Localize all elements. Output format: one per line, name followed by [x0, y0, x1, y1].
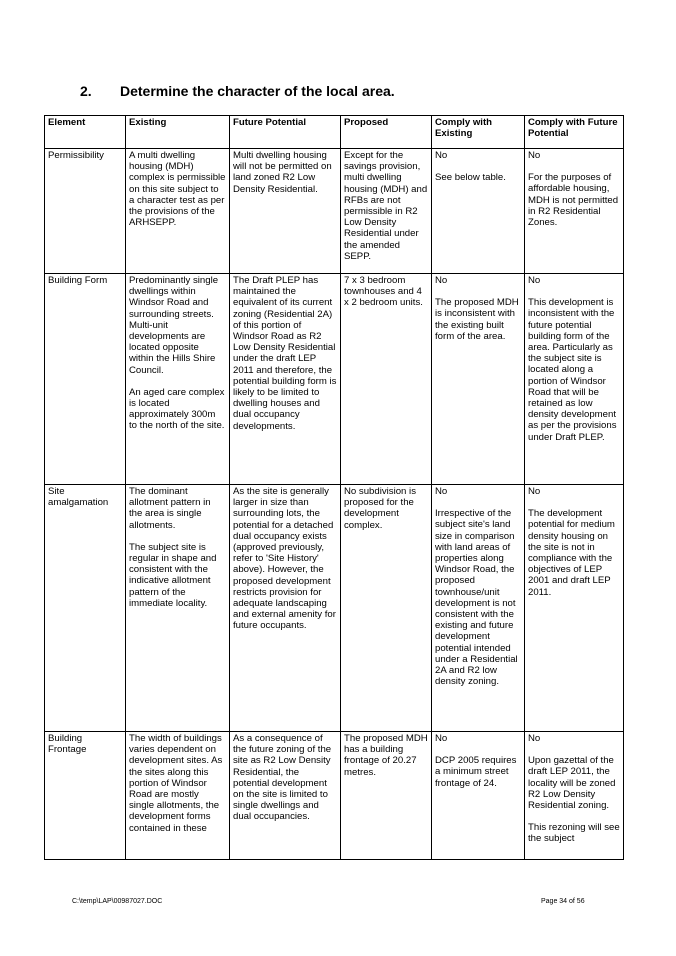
cell-paragraph: 7 x 3 bedroom townhouses and 4 x 2 bedroom units. — [344, 275, 423, 309]
cell-comply-future — [525, 274, 624, 485]
table-row — [45, 149, 624, 274]
section-title: Determine the character of the local area. — [120, 83, 395, 99]
row-element: Site amalgamation — [45, 485, 126, 732]
cell-existing — [126, 274, 230, 485]
footer-file-path: C:\temp\LAP\00987027.DOC — [72, 898, 163, 905]
cell-proposed — [341, 149, 432, 274]
cell-paragraph: A multi dwelling housing (MDH) complex is permissible on this site subject to a character test as per the provisions of the ARHSEPP. — [129, 150, 226, 229]
cell-paragraph: The proposed MDH is inconsistent with the existing built form of the area. — [435, 297, 519, 342]
cell-paragraph: As a consequence of the future zoning of the site as R2 Low Density Residential, the potential development on the site is limited to single dwellings and dual occupancies. — [233, 733, 332, 823]
verdict: No — [528, 150, 541, 161]
cell-comply-existing — [432, 485, 525, 732]
header-element: Element — [45, 116, 126, 149]
cell-paragraph: The dominant allotment pattern in the area is single allotments. — [129, 486, 211, 531]
cell-comply-existing — [432, 274, 525, 485]
header-future-potential: Future Potential — [230, 116, 341, 149]
cell-paragraph: Except for the savings provision, multi dwelling housing (MDH) and RFBs are not permissible in R2 Low Density Residential under the amended SEPP. — [344, 150, 428, 262]
header-proposed: Proposed — [341, 116, 432, 149]
verdict: No — [435, 275, 448, 286]
cell-existing — [126, 149, 230, 274]
table-row — [45, 732, 624, 860]
table-row — [45, 485, 624, 732]
table-header-row — [45, 116, 624, 149]
cell-proposed — [341, 732, 432, 860]
cell-comply-future — [525, 732, 624, 860]
cell-comply-future — [525, 485, 624, 732]
cell-comply-existing — [432, 149, 525, 274]
row-element: Building Frontage — [45, 732, 126, 860]
cell-paragraph: This development is inconsistent with the future potential building form of the area. Particularly as the subject site is located along a portion of Windsor Road that will be retained as low density development as per the provisions under Draft PLEP. — [528, 297, 617, 443]
section-heading — [80, 83, 395, 99]
cell-future-potential — [230, 485, 341, 732]
cell-paragraph: See below table. — [435, 172, 506, 184]
cell-paragraph: The width of buildings varies dependent on development sites. As the sites along this portion of Windsor Road are mostly single allotments, the development forms contained in these — [129, 733, 223, 834]
verdict: No — [435, 486, 448, 497]
cell-paragraph: The proposed MDH has a building frontage of 20.27 metres. — [344, 733, 428, 778]
table-row — [45, 274, 624, 485]
cell-paragraph: An aged care complex is located approximately 300m to the north of the site. — [129, 386, 225, 432]
row-element: Permissibility — [45, 149, 126, 274]
cell-paragraph: This rezoning will see the subject — [528, 822, 620, 845]
footer-page-number: Page 34 of 56 — [541, 898, 585, 905]
cell-future-potential — [230, 149, 341, 274]
verdict: No — [528, 733, 541, 744]
cell-paragraph: The development potential for medium density housing on the site is not in compliance with the objectives of LEP 2001 and draft LEP 2011. — [528, 508, 615, 598]
cell-paragraph: Multi dwelling housing will not be permitted on land zoned R2 Low Density Residential. — [233, 150, 332, 195]
row-element: Building Form — [45, 274, 126, 485]
verdict: No — [528, 486, 541, 497]
cell-paragraph: No subdivision is proposed for the development complex. — [344, 486, 416, 531]
cell-proposed — [341, 485, 432, 732]
cell-existing — [126, 485, 230, 732]
cell-paragraph: Irrespective of the subject site's land size in comparison with land areas of properties along Windsor Road, the proposed townhouse/unit development is not consistent with the existing and future development potential intended under a Residential 2A and R2 low density zoning. — [435, 508, 518, 688]
cell-future-potential — [230, 274, 341, 485]
cell-comply-future — [525, 149, 624, 274]
header-comply-future: Comply with Future Potential — [525, 116, 624, 149]
section-number: 2. — [80, 83, 92, 99]
header-comply-existing: Comply with Existing — [432, 116, 525, 149]
verdict: No — [435, 150, 448, 161]
header-existing: Existing — [126, 116, 230, 149]
cell-future-potential — [230, 732, 341, 860]
verdict: No — [435, 733, 448, 744]
character-table — [44, 115, 624, 860]
verdict: No — [528, 275, 541, 286]
cell-paragraph: Predominantly single dwellings within Windsor Road and surrounding streets. Multi-unit developments are located opposite within the Hills Shire Council. — [129, 275, 219, 376]
cell-paragraph: DCP 2005 requires a minimum street frontage of 24. — [435, 755, 517, 789]
cell-paragraph: The subject site is regular in shape and consistent with the indicative allotment pattern of the immediate locality. — [129, 541, 217, 609]
cell-comply-existing — [432, 732, 525, 860]
cell-paragraph: The Draft PLEP has maintained the equivalent of its current zoning (Residential 2A) of this portion of Windsor Road as R2 Low Density Residential under the draft LEP 2011 and therefore, the potential building form is likely to be limited to dwelling houses and dual occupancy developments. — [233, 275, 337, 432]
cell-paragraph: As the site is generally larger in size than surrounding lots, the potential for a detached dual occupancy exists (approved previously, refer to 'Site History' above). However, the proposed development restricts provision for adequate landscaping and external amenity for future occupants. — [233, 486, 336, 632]
cell-paragraph: For the purposes of affordable housing, MDH is not permitted in R2 Residential Zones. — [528, 172, 619, 229]
cell-proposed — [341, 274, 432, 485]
cell-existing — [126, 732, 230, 860]
cell-paragraph: Upon gazettal of the draft LEP 2011, the locality will be zoned R2 Low Density Residential zoning. — [528, 755, 616, 812]
